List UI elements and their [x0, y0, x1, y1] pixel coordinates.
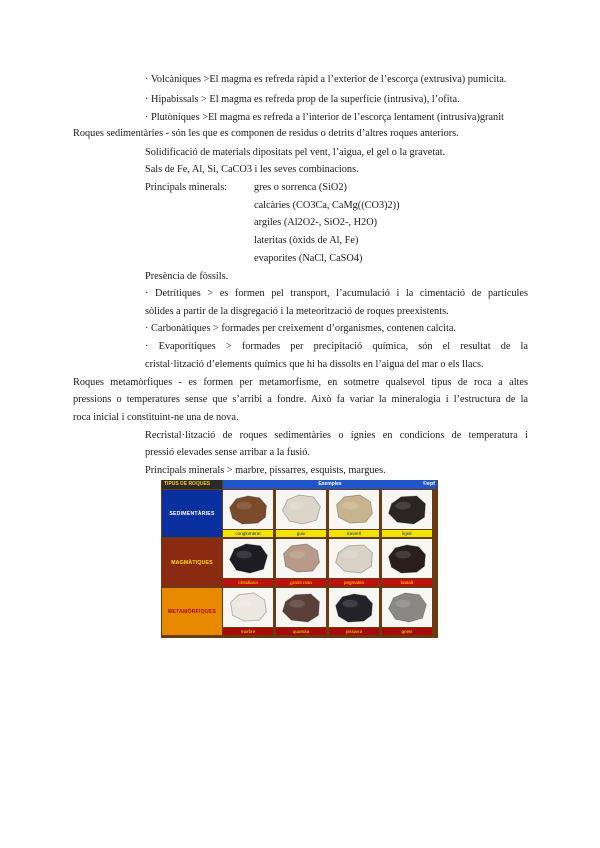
- rock-sample: [329, 539, 379, 578]
- row-label: SEDIMENTÀRIES: [162, 490, 222, 537]
- rock-image: [228, 592, 268, 623]
- detritiques-text-2: sòlides a partir de la disgregació i la meteorització de roques preexistents.: [145, 306, 449, 317]
- rock-caption: gneis: [382, 628, 432, 635]
- rock-image: [334, 494, 374, 525]
- rock-caption: pegmatita: [329, 579, 379, 586]
- rock-image: [334, 543, 374, 574]
- rock-caption: conglomerat: [223, 530, 273, 537]
- evaporitiques-text-2: cristal·lització d’elements químics que hi ha dissolts en l’aigua del mar o els llacs.: [145, 359, 484, 370]
- rock-sample: [382, 539, 432, 578]
- metamorfiques-heading-3: roca inicial i constituint-ne una de nova.: [73, 412, 239, 423]
- recrist-text-1: Recristal·lització de roques sedimentàries o ígnies en condicions de temperatura i: [145, 430, 528, 441]
- rock-sample: [276, 490, 326, 529]
- plutoniques-text: · Plutòniques >El magma es refreda a l’interior de l’escorça lentament (intrusiva)granit: [145, 112, 504, 123]
- volcaniques-text: · Volcàniques >El magma es refreda ràpid a l’exterior de l’escorça (extrusiva) pumicita.: [145, 74, 507, 85]
- rock-sample: [223, 539, 273, 578]
- metamorfiques-heading-1: Roques metamòrfiques - es formen per metamorfisme, en sotmetre qualsevol tipus de roca a altes: [73, 377, 528, 388]
- rock-image: [281, 592, 321, 623]
- mineral-item: gres o sorrenca (SiO2): [254, 182, 347, 193]
- rock-sample: [223, 490, 273, 529]
- rock-sample: [223, 588, 273, 627]
- rock-caption: guix: [276, 530, 326, 537]
- rock-caption: travertí: [329, 530, 379, 537]
- rock-types-table: [161, 480, 438, 638]
- rock-caption: basalt: [382, 579, 432, 586]
- rock-sample: [276, 539, 326, 578]
- sedimentaries-heading: Roques sedimentàries - són les que es componen de residus o detrits d’altres roques anteriors.: [73, 128, 459, 139]
- rock-sample: [276, 588, 326, 627]
- rock-sample: [329, 490, 379, 529]
- salts-text: Sals de Fe, Al, Si, CaCO3 i les seves combinacions.: [145, 164, 359, 175]
- minerals-label: Principals minerals:: [145, 182, 228, 193]
- rock-caption: lignit: [382, 530, 432, 537]
- rock-image: [387, 543, 427, 574]
- rock-caption: marbre: [223, 628, 273, 635]
- carbonatiques-text: · Carbonàtiques > formades per creixement d’organismes, contenen calcita.: [145, 323, 456, 334]
- rock-caption: granit rosa: [276, 579, 326, 586]
- rock-caption: pissarra: [329, 628, 379, 635]
- mineral-item: lateritas (òxids de Al, Fe): [254, 235, 359, 246]
- row-label: MAGMÀTIQUES: [162, 539, 222, 586]
- mineral-item: calcàries (CO3Ca, CaMg((CO3)2)): [254, 200, 400, 211]
- metamorfiques-minerals: Principals minerals > marbre, pissarres, esquists, margues.: [145, 465, 386, 476]
- rock-caption: obsidiana: [223, 579, 273, 586]
- rock-image: [334, 592, 374, 623]
- mineral-item: argiles (Al2O2-, SiO2-, H2O): [254, 217, 378, 228]
- row-label: METAMÒRFIQUES: [162, 588, 222, 635]
- evaporitiques-text-1: · Evaporítiques > formades per precipitació química, són el resultat de la: [145, 341, 528, 352]
- mineral-item: evaporites (NaCl, CaSO4): [254, 253, 363, 264]
- table-header-examples: Exemples: [223, 480, 437, 489]
- rock-sample: [382, 490, 432, 529]
- rock-image: [281, 543, 321, 574]
- rock-caption: quarsita: [276, 628, 326, 635]
- rock-image: [387, 592, 427, 623]
- rock-image: [228, 494, 268, 525]
- fossils-text: Presència de fòssils.: [145, 271, 229, 282]
- table-header-label: TIPUS DE ROQUES: [162, 480, 222, 489]
- rock-image: [281, 494, 321, 525]
- detritiques-text-1: · Detrítiques > es formen pel transport, l’acumulació i la cimentació de partícules: [145, 288, 528, 299]
- rock-sample: [382, 588, 432, 627]
- rock-image: [228, 543, 268, 574]
- recrist-text-2: pressió elevades sense arribar a la fusió.: [145, 447, 310, 458]
- epf-logo: ©epf: [422, 481, 435, 487]
- solidification-text: Solidificació de materials dipositats pel vent, l’aigua, el gel o la gravetat.: [145, 147, 446, 158]
- rock-image: [387, 494, 427, 525]
- rock-sample: [329, 588, 379, 627]
- hipabissals-text: · Hipabissals > El magma es refreda prop de la superfície (intrusiva), l’ofita.: [145, 94, 460, 105]
- metamorfiques-heading-2: pressions o temperatures sense que s’arribi a fondre. Això fa variar la mineralogia i l’estructura de la: [73, 394, 528, 405]
